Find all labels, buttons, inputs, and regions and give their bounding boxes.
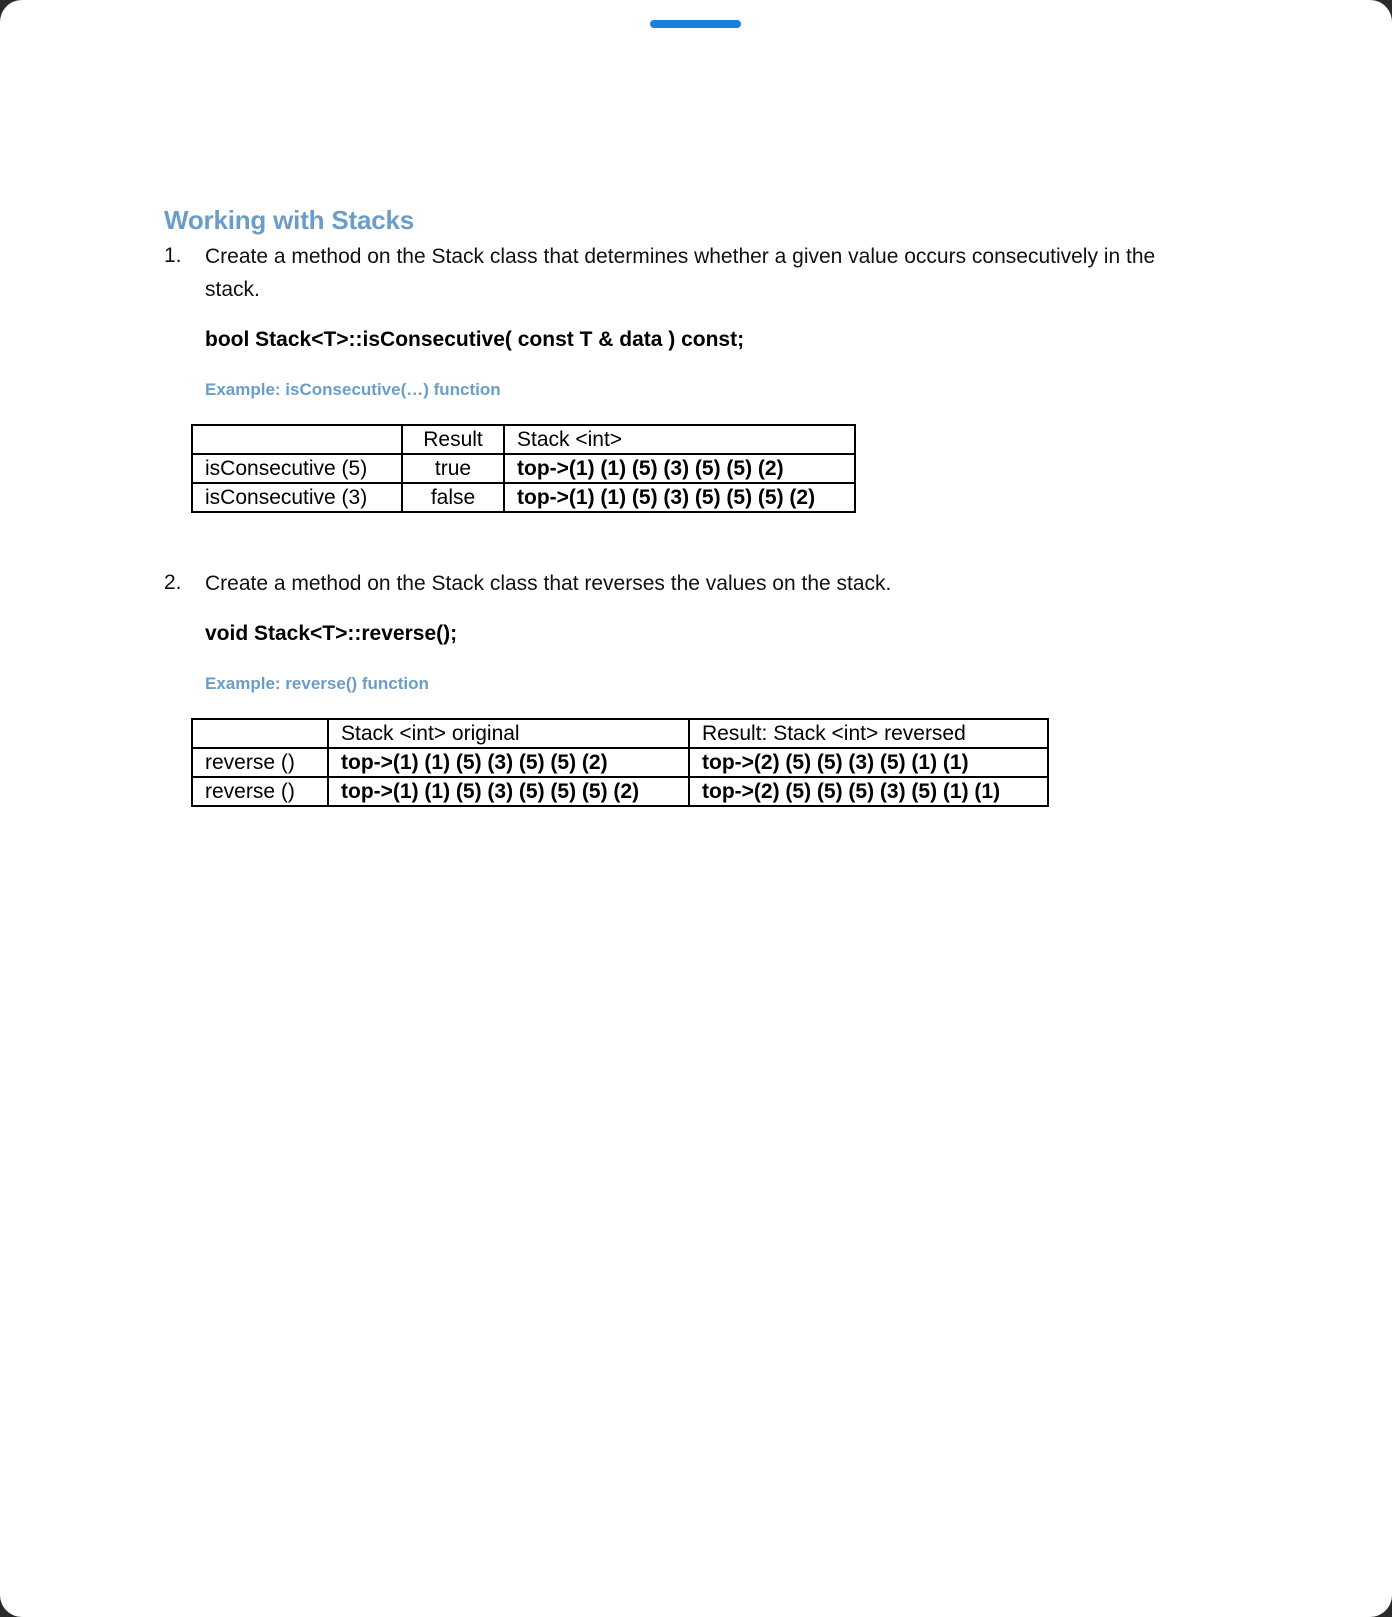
table-cell: isConsecutive (3) <box>192 483 402 512</box>
item-2-text: Create a method on the Stack class that reverses the values on the stack. <box>205 572 892 595</box>
table-cell: top->(2) (5) (5) (3) (5) (1) (1) <box>689 748 1048 777</box>
table-row <box>192 454 855 483</box>
item-2-number: 2. <box>164 571 182 594</box>
item-1-text: Create a method on the Stack class that determines whether a given value occurs consecutively in the stack. <box>205 245 1156 301</box>
section-heading: Working with Stacks <box>164 205 414 235</box>
table-header-row <box>192 719 1048 748</box>
table-header-row <box>192 425 855 454</box>
table-cell: top->(2) (5) (5) (5) (3) (5) (1) (1) <box>689 777 1048 806</box>
table-row <box>192 777 1048 806</box>
table-cell: isConsecutive (5) <box>192 454 402 483</box>
table-row <box>192 748 1048 777</box>
drag-handle[interactable] <box>650 20 741 28</box>
item-1-signature: bool Stack<T>::isConsecutive( const T & data ) const; <box>205 328 745 351</box>
table-row <box>192 483 855 512</box>
item-1-example-label: Example: isConsecutive(…) function <box>205 380 501 399</box>
reverse-table <box>191 718 1049 807</box>
table-header-cell: Stack <int> original <box>328 719 689 748</box>
table-cell: top->(1) (1) (5) (3) (5) (5) (2) <box>504 454 855 483</box>
table-cell: top->(1) (1) (5) (3) (5) (5) (2) <box>328 748 689 777</box>
table-cell: top->(1) (1) (5) (3) (5) (5) (5) (2) <box>328 777 689 806</box>
item-1-number: 1. <box>164 244 182 267</box>
table-header-cell <box>192 425 402 454</box>
table-cell: reverse () <box>192 777 328 806</box>
table-header-cell: Result: Stack <int> reversed <box>689 719 1048 748</box>
table-cell: false <box>402 483 504 512</box>
table-cell: reverse () <box>192 748 328 777</box>
table-header-cell: Result <box>402 425 504 454</box>
table-header-cell: Stack <int> <box>504 425 855 454</box>
table-header-cell <box>192 719 328 748</box>
table-cell: top->(1) (1) (5) (3) (5) (5) (5) (2) <box>504 483 855 512</box>
item-2-example-label: Example: reverse() function <box>205 674 429 693</box>
table-cell: true <box>402 454 504 483</box>
is-consecutive-table <box>191 424 856 513</box>
item-2-signature: void Stack<T>::reverse(); <box>205 622 458 645</box>
